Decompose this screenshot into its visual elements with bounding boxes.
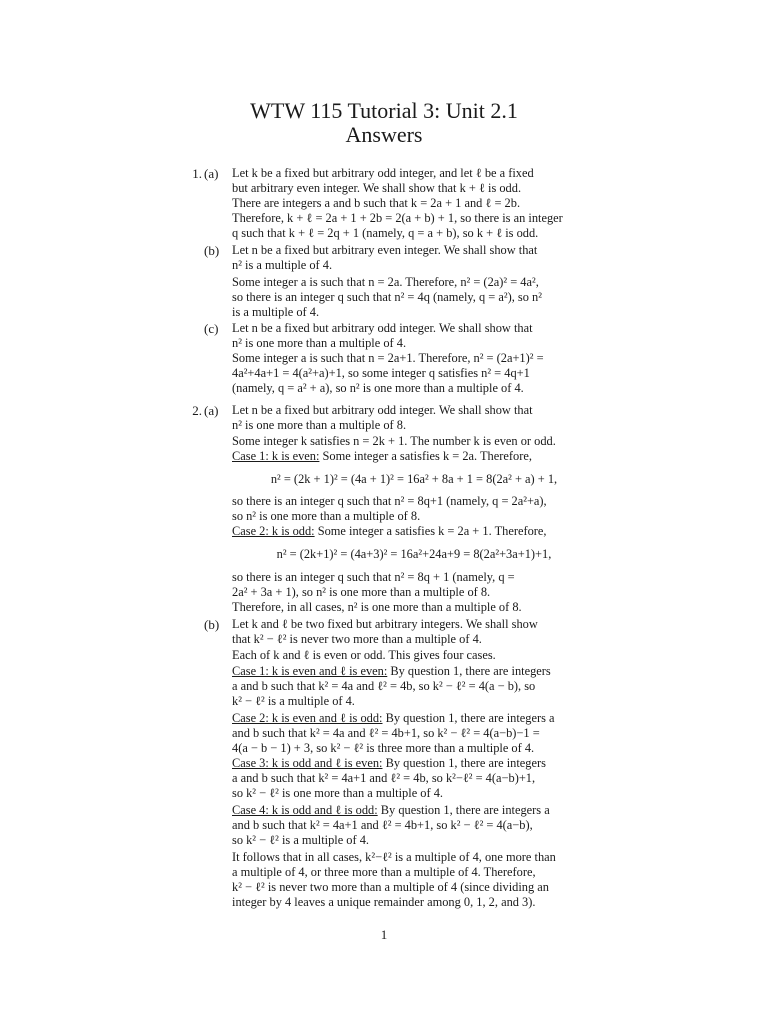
equation: n² = (2k+1)² = (4a+3)² = 16a²+24a+9 = 8(2a²+3a+1)+1,	[276, 547, 552, 561]
text-line: k² − ℓ² is never two more than a multiple of 4 (since dividing an	[232, 880, 549, 894]
page-number: 1	[380, 927, 388, 942]
text-line: (namely, q = a² + a), so n² is one more than a multiple of 4.	[232, 381, 524, 395]
case-text: By question 1, there are integers	[387, 664, 551, 678]
case-text: Some integer a satisfies k = 2a. Therefore,	[319, 449, 532, 463]
case-text: By question 1, there are integers a	[377, 803, 550, 817]
case-heading: Case 1: k is even:	[232, 449, 320, 463]
question-number: 2.	[192, 403, 202, 418]
text-line: It follows that in all cases, k²−ℓ² is a multiple of 4, one more than	[232, 850, 556, 864]
part-label: (b)	[204, 243, 220, 258]
text-line: Some integer a is such that n = 2a. Therefore, n² = (2a)² = 4a²,	[232, 275, 539, 289]
text-line: Therefore, k + ℓ = 2a + 1 + 2b = 2(a + b) + 1, so there is an integer	[232, 211, 563, 225]
text-line: Let n be a fixed but arbitrary even integer. We shall show that	[232, 243, 538, 257]
case-text: By question 1, there are integers	[382, 756, 546, 770]
text-line	[232, 524, 596, 539]
text-line: so k² − ℓ² is a multiple of 4.	[232, 833, 370, 847]
text-line: Let k and ℓ be two fixed but arbitrary integers. We shall show	[232, 617, 538, 631]
case-heading: Case 1: k is even and ℓ is even:	[232, 664, 388, 678]
text-line: and b such that k² = 4a and ℓ² = 4b+1, so k² − ℓ² = 4(a−b)−1 =	[232, 726, 540, 740]
text-line: Each of k and ℓ is even or odd. This gives four cases.	[232, 648, 496, 662]
text-line: Some integer k satisfies n = 2k + 1. The number k is even or odd.	[232, 434, 556, 448]
text-line: and b such that k² = 4a+1 and ℓ² = 4b+1, so k² − ℓ² = 4(a−b),	[232, 818, 533, 832]
text-line: a and b such that k² = 4a and ℓ² = 4b, so k² − ℓ² = 4(a − b), so	[232, 679, 536, 693]
text-line: n² is one more than a multiple of 8.	[232, 418, 407, 432]
text-line	[232, 711, 596, 726]
text-line	[232, 664, 596, 679]
text-line: so n² is one more than a multiple of 8.	[232, 509, 421, 523]
text-line: Some integer a is such that n = 2a+1. Therefore, n² = (2a+1)² =	[232, 351, 544, 365]
part-label: (b)	[204, 617, 220, 632]
case-text: By question 1, there are integers a	[382, 711, 555, 725]
text-line: integer by 4 leaves a unique remainder among 0, 1, 2, and 3).	[232, 895, 536, 909]
page-title: WTW 115 Tutorial 3: Unit 2.1	[250, 98, 518, 123]
text-line: but arbitrary even integer. We shall show that k + ℓ is odd.	[232, 181, 522, 195]
part-label: (a)	[204, 166, 219, 181]
text-line: q such that k + ℓ = 2q + 1 (namely, q = a + b), so k + ℓ is odd.	[232, 226, 539, 240]
text-line: n² is a multiple of 4.	[232, 258, 333, 272]
equation: n² = (2k + 1)² = (4a + 1)² = 16a² + 8a + 1 = 8(2a² + a) + 1,	[270, 472, 558, 486]
text-line: 4a²+4a+1 = 4(a²+a)+1, so some integer q satisfies n² = 4q+1	[232, 366, 530, 380]
text-line: k² − ℓ² is a multiple of 4.	[232, 694, 355, 708]
text-line: Let k be a fixed but arbitrary odd integer, and let ℓ be a fixed	[232, 166, 534, 180]
part-label: (c)	[204, 321, 219, 336]
text-line: Therefore, in all cases, n² is one more than a multiple of 8.	[232, 600, 522, 614]
text-line: so k² − ℓ² is one more than a multiple of 4.	[232, 786, 443, 800]
text-line	[232, 803, 596, 818]
text-line: so there is an integer q such that n² = 8q + 1 (namely, q =	[232, 570, 515, 584]
text-line	[232, 449, 596, 464]
case-heading: Case 2: k is odd:	[232, 524, 315, 538]
question-number: 1.	[192, 166, 202, 181]
text-line: a and b such that k² = 4a+1 and ℓ² = 4b, so k²−ℓ² = 4(a−b)+1,	[232, 771, 536, 785]
text-line: so there is an integer q such that n² = 8q+1 (namely, q = 2a²+a),	[232, 494, 547, 508]
page-subtitle: Answers	[345, 122, 423, 147]
part-label: (a)	[204, 403, 219, 418]
case-heading: Case 2: k is even and ℓ is odd:	[232, 711, 383, 725]
text-line	[232, 756, 596, 771]
text-line: n² is one more than a multiple of 4.	[232, 336, 407, 350]
text-line: is a multiple of 4.	[232, 305, 320, 319]
text-line: There are integers a and b such that k = 2a + 1 and ℓ = 2b.	[232, 196, 521, 210]
case-text: Some integer a satisfies k = 2a + 1. Therefore,	[314, 524, 547, 538]
text-line: 4(a − b − 1) + 3, so k² − ℓ² is three more than a multiple of 4.	[232, 741, 535, 755]
case-heading: Case 3: k is odd and ℓ is even:	[232, 756, 383, 770]
text-line: Let n be a fixed but arbitrary odd integer. We shall show that	[232, 321, 533, 335]
text-line: a multiple of 4, or three more than a multiple of 4. Therefore,	[232, 865, 536, 879]
text-line: so there is an integer q such that n² = 4q (namely, q = a²), so n²	[232, 290, 542, 304]
case-heading: Case 4: k is odd and ℓ is odd:	[232, 803, 378, 817]
text-line: that k² − ℓ² is never two more than a multiple of 4.	[232, 632, 482, 646]
text-line: Let n be a fixed but arbitrary odd integer. We shall show that	[232, 403, 533, 417]
text-line: 2a² + 3a + 1), so n² is one more than a multiple of 8.	[232, 585, 491, 599]
